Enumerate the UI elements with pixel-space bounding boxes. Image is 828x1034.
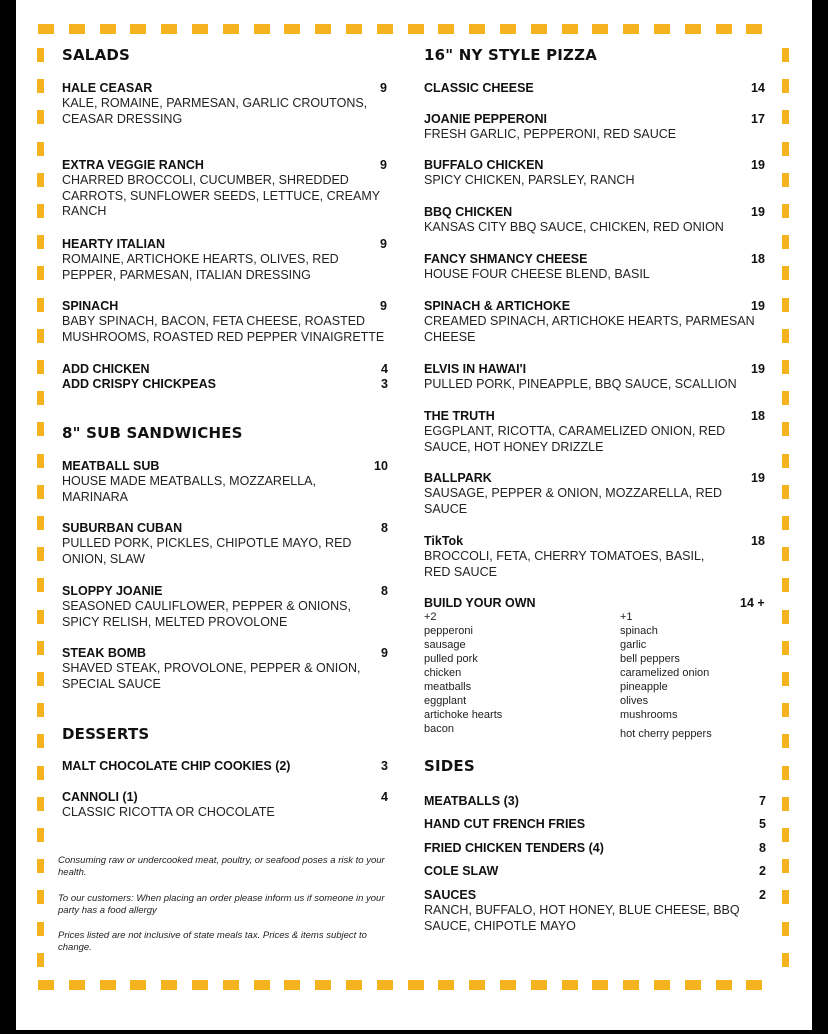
menu-item-cannoli — [62, 789, 392, 821]
menu-item-extra-veggie-ranch — [62, 157, 392, 220]
border-dash — [469, 24, 485, 34]
item-name: SAUCES — [424, 888, 477, 902]
topping: caramelized onion — [620, 667, 710, 679]
border-dash — [782, 48, 789, 62]
menu-item-suburban-cuban — [62, 520, 392, 567]
topping: spinach — [620, 625, 658, 637]
desserts-heading: DESSERTS — [62, 725, 150, 743]
side-chicken-tenders — [424, 840, 774, 856]
salads-heading: SALADS — [62, 46, 131, 64]
topping: artichoke hearts — [424, 709, 503, 721]
item-name: BUFFALO CHICKEN — [424, 158, 544, 172]
item-price: 9 — [380, 81, 387, 95]
border-dash — [746, 24, 762, 34]
item-price: 18 — [751, 534, 765, 548]
sides-heading: SIDES — [424, 757, 475, 775]
border-dash — [531, 24, 547, 34]
item-price: 5 — [759, 817, 766, 831]
item-name: COLE SLAW — [424, 864, 499, 878]
border-dash — [254, 24, 270, 34]
item-price: 2 — [759, 888, 766, 902]
border-dash — [37, 422, 44, 436]
border-dash — [782, 953, 789, 967]
item-desc: KANSAS CITY BBQ SAUCE, CHICKEN, RED ONION — [424, 220, 724, 234]
menu-item-classic-cheese — [424, 80, 774, 96]
item-price: 9 — [381, 646, 388, 660]
border-dash — [782, 703, 789, 717]
border-dash — [438, 980, 454, 990]
item-price: 19 — [751, 205, 765, 219]
menu-item-buffalo-chicken — [424, 157, 774, 189]
item-desc: KALE, ROMAINE, PARMESAN, GARLIC CROUTONS, CEASAR DRESSING — [62, 96, 368, 126]
item-name: THE TRUTH — [424, 409, 495, 423]
item-name: CLASSIC CHEESE — [424, 81, 534, 95]
border-dash — [192, 24, 208, 34]
border-dash — [782, 142, 789, 156]
border-dash — [37, 828, 44, 842]
item-desc: CLASSIC RICOTTA OR CHOCOLATE — [62, 805, 275, 819]
item-name: MEATBALL SUB — [62, 459, 160, 473]
border-dash — [37, 859, 44, 873]
item-desc: SAUSAGE, PEPPER & ONION, MOZZARELLA, RED SAUCE — [424, 486, 722, 516]
item-desc: CHARRED BROCCOLI, CUCUMBER, SHREDDED CARROTS, SUNFLOWER SEEDS, LETTUCE, CREAMY RANCH — [62, 173, 380, 218]
border-dash — [192, 980, 208, 990]
border-dash — [37, 173, 44, 187]
side-meatballs — [424, 793, 774, 809]
topping: eggplant — [424, 695, 467, 707]
border-dash — [37, 703, 44, 717]
item-price: 9 — [380, 299, 387, 313]
border-dash — [377, 24, 393, 34]
border-dash — [782, 734, 789, 748]
item-desc: BABY SPINACH, BACON, FETA CHEESE, ROASTED MUSHROOMS, ROASTED RED PEPPER VINAIGRETTE — [62, 314, 385, 344]
addon-add-chicken — [62, 361, 392, 377]
item-name: SLOPPY JOANIE — [62, 584, 163, 598]
border-dash — [37, 360, 44, 374]
item-price: 14 — [751, 81, 765, 95]
border-dash — [782, 641, 789, 655]
item-name: HAND CUT FRENCH FRIES — [424, 817, 586, 831]
menu-item-tiktok — [424, 533, 774, 580]
border-dash — [782, 485, 789, 499]
menu-item-joanie-pepperoni — [424, 111, 774, 143]
item-name: ADD CHICKEN — [62, 362, 150, 376]
border-dash — [408, 980, 424, 990]
border-dash — [37, 953, 44, 967]
menu-item-hearty-italian — [62, 236, 392, 283]
item-name: MALT CHOCOLATE CHIP COOKIES (2) — [62, 759, 291, 773]
border-dash — [685, 980, 701, 990]
border-dash — [782, 298, 789, 312]
item-desc: BROCCOLI, FETA, CHERRY TOMATOES, BASIL, RED SAUCE — [424, 549, 705, 579]
side-french-fries — [424, 816, 774, 832]
border-dash — [223, 24, 239, 34]
menu-page — [16, 0, 812, 1030]
border-dash — [782, 110, 789, 124]
menu-item-bbq-chicken — [424, 204, 774, 236]
border-dash — [284, 24, 300, 34]
item-price: 18 — [751, 252, 765, 266]
border-dash — [782, 329, 789, 343]
border-dash — [69, 980, 85, 990]
border-dash — [782, 422, 789, 436]
border-dash — [100, 980, 116, 990]
item-price: 19 — [751, 158, 765, 172]
border-dash — [37, 578, 44, 592]
item-name: HALE CEASAR — [62, 81, 153, 95]
border-dash — [37, 922, 44, 936]
topping: meatballs — [424, 681, 472, 693]
item-price: 8 — [381, 521, 388, 535]
item-price: 4 — [381, 790, 388, 804]
border-dash — [782, 173, 789, 187]
border-dash — [782, 516, 789, 530]
item-price: 4 — [381, 362, 388, 376]
border-dash — [315, 24, 331, 34]
border-dash — [782, 859, 789, 873]
item-price: 19 — [751, 362, 765, 376]
border-dash — [685, 24, 701, 34]
border-dash — [782, 890, 789, 904]
item-name: TikTok — [424, 534, 464, 548]
toppings-plus-one — [620, 610, 712, 741]
border-dash — [562, 980, 578, 990]
topping: bell peppers — [620, 653, 680, 665]
border-dash — [37, 641, 44, 655]
item-price: 9 — [380, 237, 387, 251]
border-dash — [782, 454, 789, 468]
item-price: 8 — [759, 841, 766, 855]
border-dash — [500, 24, 516, 34]
border-dash — [37, 204, 44, 218]
item-name: BALLPARK — [424, 471, 492, 485]
item-desc: EGGPLANT, RICOTTA, CARAMELIZED ONION, RED SAUCE, HOT HONEY DRIZZLE — [424, 424, 726, 454]
item-price: 3 — [381, 759, 388, 773]
border-dash — [500, 980, 516, 990]
topping: pulled pork — [424, 653, 478, 665]
menu-item-ballpark — [424, 470, 774, 517]
menu-item-the-truth — [424, 408, 774, 455]
item-name: BUILD YOUR OWN — [424, 596, 536, 610]
border-dash — [37, 391, 44, 405]
border-dash — [254, 980, 270, 990]
border-dash — [37, 298, 44, 312]
border-dash — [782, 204, 789, 218]
border-dash — [37, 734, 44, 748]
topping: chicken — [424, 667, 462, 679]
border-dash — [37, 142, 44, 156]
border-dash — [377, 980, 393, 990]
menu-item-sloppy-joanie — [62, 583, 392, 630]
border-dash — [161, 980, 177, 990]
menu-item-hale-ceasar — [62, 80, 392, 127]
border-dash — [716, 980, 732, 990]
item-price: 14 + — [740, 596, 765, 610]
item-price: 2 — [759, 864, 766, 878]
topping: sausage — [424, 639, 466, 651]
border-dash — [782, 672, 789, 686]
border-dash — [37, 48, 44, 62]
item-name: SUBURBAN CUBAN — [62, 521, 183, 535]
allergy-notice: To our customers: When placing an order please inform us if someone in your party has a food allergy — [58, 893, 385, 916]
border-dash — [37, 766, 44, 780]
menu-item-fancy-shmancy-cheese — [424, 251, 774, 283]
item-price: 10 — [374, 459, 388, 473]
side-cole-slaw — [424, 863, 774, 879]
topping: pineapple — [620, 681, 668, 693]
item-price: 19 — [751, 471, 765, 485]
item-name: HEARTY ITALIAN — [62, 237, 166, 251]
item-desc: PULLED PORK, PICKLES, CHIPOTLE MAYO, RED ONION, SLAW — [62, 536, 352, 566]
item-name: BBQ CHICKEN — [424, 205, 513, 219]
border-dash — [161, 24, 177, 34]
border-dash — [531, 980, 547, 990]
item-name: FANCY SHMANCY CHEESE — [424, 252, 588, 266]
border-dash — [38, 24, 54, 34]
item-desc: HOUSE MADE MEATBALLS, MOZZARELLA, MARINARA — [62, 474, 316, 504]
border-dash — [37, 235, 44, 249]
border-dash — [37, 329, 44, 343]
item-name: ELVIS IN HAWAI'I — [424, 362, 527, 376]
item-name: SPINACH & ARTICHOKE — [424, 299, 571, 313]
border-dash — [100, 24, 116, 34]
pizza-heading: 16" NY STYLE PIZZA — [424, 46, 598, 64]
menu-item-spinach — [62, 298, 392, 345]
item-desc: CREAMED SPINACH, ARTICHOKE HEARTS, PARMESAN CHEESE — [424, 314, 755, 344]
border-dash — [716, 24, 732, 34]
health-notice: Consuming raw or undercooked meat, poultry, or seafood poses a risk to your health. — [58, 855, 385, 878]
border-dash — [782, 547, 789, 561]
topping: pepperoni — [424, 625, 473, 637]
border-dash — [438, 24, 454, 34]
border-dash — [130, 24, 146, 34]
border-dash — [37, 516, 44, 530]
build-your-own — [424, 595, 774, 611]
border-dash — [346, 24, 362, 34]
border-dash — [284, 980, 300, 990]
menu-item-meatball-sub — [62, 458, 392, 505]
border-dash — [408, 24, 424, 34]
topping: olives — [620, 695, 649, 707]
menu-item-malt-cookies — [62, 758, 392, 774]
border-dash — [782, 828, 789, 842]
border-dash — [37, 547, 44, 561]
topping: bacon — [424, 723, 454, 735]
border-dash — [37, 79, 44, 93]
item-price: 17 — [751, 112, 765, 126]
border-dash — [782, 610, 789, 624]
item-price: 18 — [751, 409, 765, 423]
border-dash — [592, 24, 608, 34]
border-dash — [782, 360, 789, 374]
border-dash — [654, 980, 670, 990]
item-name: FRIED CHICKEN TENDERS (4) — [424, 841, 604, 855]
item-desc: SEASONED CAULIFLOWER, PEPPER & ONIONS, SPICY RELISH, MELTED PROVOLONE — [62, 599, 351, 629]
border-dash — [782, 797, 789, 811]
border-dash — [315, 980, 331, 990]
toppings-label: +2 — [424, 611, 437, 623]
border-dash — [37, 454, 44, 468]
border-dash — [782, 922, 789, 936]
border-dash — [782, 79, 789, 93]
border-dash — [782, 235, 789, 249]
addon-add-crispy-chickpeas — [62, 376, 392, 392]
border-dash — [654, 24, 670, 34]
subs-heading: 8" SUB SANDWICHES — [62, 424, 243, 442]
border-dash — [37, 797, 44, 811]
item-desc: SHAVED STEAK, PROVOLONE, PEPPER & ONION, SPECIAL SAUCE — [62, 661, 361, 691]
item-price: 9 — [380, 158, 387, 172]
menu-item-elvis-in-hawaii — [424, 361, 774, 393]
border-dash — [223, 980, 239, 990]
border-dash — [130, 980, 146, 990]
border-dash — [562, 24, 578, 34]
item-desc: FRESH GARLIC, PEPPERONI, RED SAUCE — [424, 127, 677, 141]
border-dash — [623, 24, 639, 34]
border-dash — [38, 980, 54, 990]
topping: mushrooms — [620, 709, 678, 721]
item-name: JOANIE PEPPERONI — [424, 112, 547, 126]
item-desc: PULLED PORK, PINEAPPLE, BBQ SAUCE, SCALLION — [424, 377, 737, 391]
menu-item-steak-bomb — [62, 645, 392, 692]
item-desc: SPICY CHICKEN, PARSLEY, RANCH — [424, 173, 635, 187]
item-name: MEATBALLS (3) — [424, 794, 519, 808]
border-dash — [37, 890, 44, 904]
item-price: 19 — [751, 299, 765, 313]
border-dash — [746, 980, 762, 990]
item-name: SPINACH — [62, 299, 119, 313]
border-dash — [346, 980, 362, 990]
border-dash — [782, 266, 789, 280]
border-dash — [782, 391, 789, 405]
border-dash — [592, 980, 608, 990]
topping: hot cherry peppers — [620, 728, 712, 740]
topping: garlic — [620, 639, 647, 651]
border-dash — [37, 672, 44, 686]
item-name: EXTRA VEGGIE RANCH — [62, 158, 204, 172]
item-price: 3 — [381, 377, 388, 391]
side-sauces — [424, 887, 774, 934]
border-dash — [782, 578, 789, 592]
toppings-plus-two — [424, 610, 502, 736]
menu-item-spinach-artichoke — [424, 298, 774, 345]
item-desc: HOUSE FOUR CHEESE BLEND, BASIL — [424, 267, 650, 281]
tax-notice: Prices listed are not inclusive of state meals tax. Prices & items subject to change. — [58, 930, 367, 953]
toppings-label: +1 — [620, 611, 633, 623]
border-dash — [69, 24, 85, 34]
border-dash — [37, 485, 44, 499]
item-name: CANNOLI (1) — [62, 790, 138, 804]
border-dash — [37, 110, 44, 124]
border-dash — [37, 266, 44, 280]
item-price: 7 — [759, 794, 766, 808]
border-dash — [37, 610, 44, 624]
border-dash — [782, 766, 789, 780]
border-dash — [623, 980, 639, 990]
item-price: 8 — [381, 584, 388, 598]
item-name: STEAK BOMB — [62, 646, 147, 660]
item-name: ADD CRISPY CHICKPEAS — [62, 377, 216, 391]
border-dash — [469, 980, 485, 990]
item-desc: RANCH, BUFFALO, HOT HONEY, BLUE CHEESE, BBQ SAUCE, CHIPOTLE MAYO — [424, 903, 740, 933]
item-desc: ROMAINE, ARTICHOKE HEARTS, OLIVES, RED PEPPER, PARMESAN, ITALIAN DRESSING — [62, 252, 339, 282]
